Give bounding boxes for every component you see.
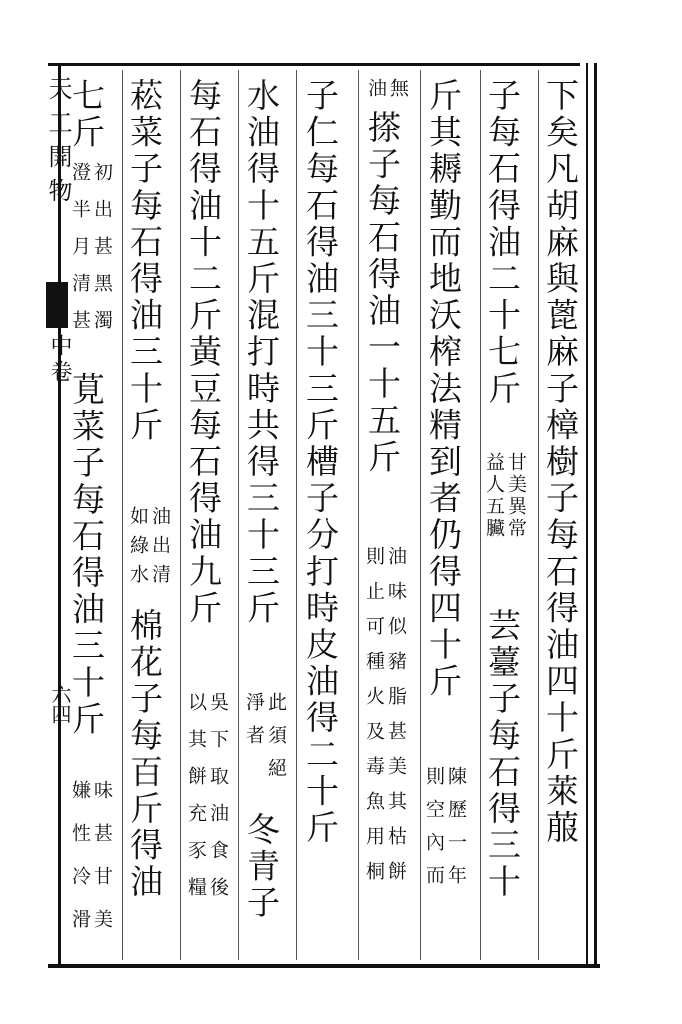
annotation-4-top-left: 油: [365, 78, 387, 100]
gutter-title: 天工開物: [44, 76, 72, 212]
column-divider: [480, 70, 481, 960]
annotation-6-left: 淨者: [243, 692, 265, 758]
text-column-9-part-a: 七斤: [67, 78, 106, 152]
column-divider: [238, 70, 239, 960]
annotation-4-left: 則止可種火及毒魚用桐: [363, 546, 385, 896]
text-column-9-part-b: 莧菜子每石得油三十斤: [67, 372, 106, 738]
text-column-2-part-a: 子每石得油二十七斤: [483, 78, 522, 408]
annotation-7-left: 以其餅充豕糧: [185, 692, 207, 914]
annotation-2a-left: 益人五臟: [483, 452, 505, 540]
annotation-9a-right: 初出甚黑濁: [91, 162, 113, 347]
text-column-4: 搽子每石得油一十五斤: [363, 110, 402, 476]
frame-bottom-rule: [48, 964, 600, 968]
annotation-3-right: 陳歷一年: [445, 766, 467, 898]
column-divider: [122, 70, 123, 960]
annotation-9b-right: 味甚甘美: [91, 780, 113, 952]
annotation-9a-left: 澄半月清甚: [69, 162, 91, 347]
annotation-7-right: 吳下取油食後: [207, 692, 229, 914]
column-divider: [538, 70, 539, 960]
annotation-9b-left: 嫌性冷滑: [69, 780, 91, 952]
annotation-4-top-right: 無: [387, 78, 409, 100]
annotation-2a-right: 甘美異常: [505, 452, 527, 540]
text-column-3: 斤其耨勤而地沃榨法精到者仍得四十斤: [424, 78, 463, 701]
text-column-2-part-b: 芸薹子每石得三十: [483, 608, 522, 901]
text-column-5: 子仁每石得油三十三斤槽子分打時皮油得二十斤: [301, 78, 340, 847]
gutter-folio: 六四: [48, 684, 72, 724]
annotation-8-right: 油出清: [149, 506, 171, 593]
column-divider: [296, 70, 297, 960]
frame-right-rule: [594, 63, 597, 968]
column-divider: [358, 70, 359, 960]
annotation-4-right: 油味似豬脂甚美其枯餅: [385, 546, 407, 896]
annotation-6-right: 此須絕: [265, 692, 287, 791]
column-divider: [420, 70, 421, 960]
text-column-8-part-a: 菘菜子每石得油三十斤: [125, 78, 164, 444]
frame-right-inner-rule: [586, 63, 588, 968]
text-column-1: 下矣凡胡麻與蓖麻子樟樹子每石得油四十斤萊菔: [541, 78, 580, 847]
frame-top-rule: [48, 63, 580, 66]
text-column-6-part-b: 冬青子: [242, 812, 281, 922]
annotation-8-left: 如綠水: [127, 506, 149, 593]
gutter-section: 中卷: [47, 334, 72, 386]
text-column-7: 每石得油十二斤黃豆每石得油九斤: [184, 78, 223, 627]
gutter-fishtail-block: [46, 282, 68, 328]
text-column-6-part-a: 水油得十五斤混打時共得三十三斤: [242, 78, 281, 627]
column-divider: [180, 70, 181, 960]
text-column-8-part-b: 棉花子每百斤得油: [125, 608, 164, 901]
annotation-3-left: 則空內而: [423, 766, 445, 898]
